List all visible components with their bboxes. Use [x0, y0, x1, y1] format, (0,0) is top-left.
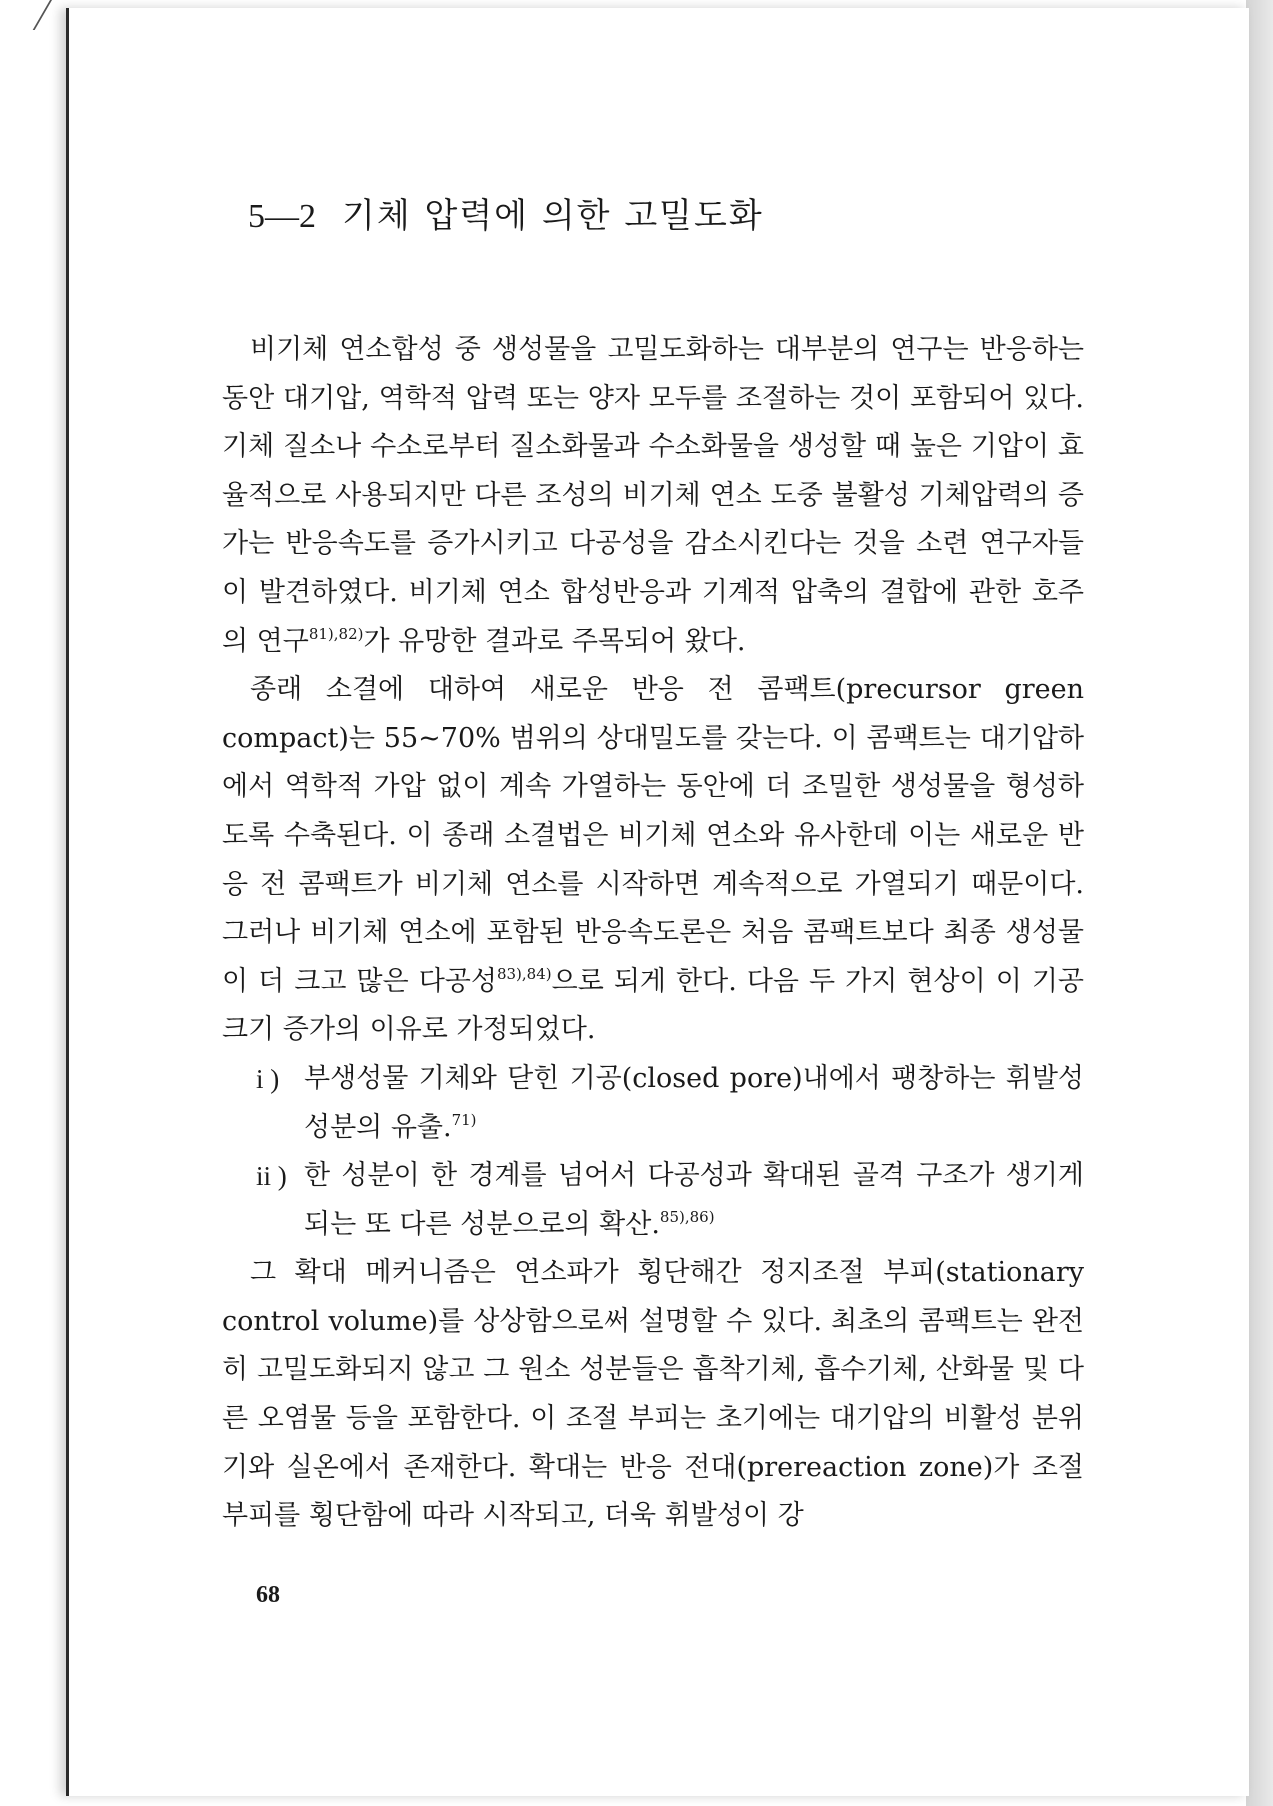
page-number: 68 [256, 1582, 280, 1608]
reference-83-84: 83),84) [496, 964, 552, 983]
paragraph-1-text: 비기체 연소합성 중 생성물을 고밀도화하는 대부분의 연구는 반응하는 동안 대기압, 역학적 압력 또는 양자 모두를 조절하는 것이 포함되어 있다. 기체 질소나 수소로부터 질소화물과 수소화물을 생성할 때 높은 기압이 효율적으로 사용되지만 다른 조성의 비기체 연소 도중 불활성 기체압력의 증가는 반응속도를 증가시키고 다공성을 감소시킨다는 것을 소련 연구자들이 발견하였다. 비기체 연소 합성반응과 기계적 압축의 결합에 관한 호주의 연구 [222, 334, 1084, 657]
list-marker-2: ii ) [256, 1161, 287, 1192]
paragraph-2 [222, 666, 1084, 1055]
body-text [222, 326, 1084, 1541]
paragraph-2-end: 으로 되게 한다. 다음 두 가지 현상이 이 기공 크기 증가의 이유로 가정되었다. [222, 965, 1084, 1046]
section-number: 5—2 [248, 198, 316, 235]
reference-71: 71) [451, 1110, 477, 1129]
list-marker-1: i ) [256, 1063, 280, 1094]
reference-85-86: 85),86) [659, 1207, 715, 1226]
reference-81-82: 81),82) [308, 624, 364, 643]
paragraph-3 [222, 1249, 1084, 1541]
page-right-shadow [1246, 0, 1273, 1806]
paragraph-1-end: 가 유망한 결과로 주목되어 왔다. [363, 625, 746, 657]
section-title: 기체 압력에 의한 고밀도화 [342, 196, 764, 236]
list-item-2-text: 한 성분이 한 경계를 넘어서 다공성과 확대된 골격 구조가 생기게 되는 또 다른 성분으로의 확산. [304, 1160, 1084, 1240]
section-heading [248, 188, 764, 237]
paragraph-1 [222, 326, 1084, 666]
list-item-1 [222, 1055, 1084, 1152]
paragraph-3-text: 그 확대 메커니즘은 연소파가 횡단해간 정지조절 부피(stationary control volume)를 상상함으로써 설명할 수 있다. 최초의 콤팩트는 완전히 고밀도화되지 않고 그 원소 성분들은 흡착기체, 흡수기체, 산화물 및 다른 오염물 등을 포함한다. 이 조절 부피는 초기에는 대기압의 비활성 분위기와 실온에서 존재한다. 확대는 반응 전대(prereaction zone)가 조절 부피를 횡단함에 따라 시작되고, 더욱 휘발성이 강 [222, 1257, 1084, 1532]
list-item-2 [222, 1152, 1084, 1249]
paragraph-2-text: 종래 소결에 대하여 새로운 반응 전 콤팩트(precursor green compact)는 55~70% 범위의 상대밀도를 갖는다. 이 콤팩트는 대기압하에서 역학적 가압 없이 계속 가열하는 동안에 더 조밀한 생성물을 형성하도록 수축된다. 이 종래 소결법은 비기체 연소와 유사한데 이는 새로운 반응 전 콤팩트가 비기체 연소를 시작하면 계속적으로 가열되기 때문이다. 그러나 비기체 연소에 포함된 반응속도론은 처음 콤팩트보다 최종 생성물이 더 크고 많은 다공성 [222, 674, 1084, 997]
list-item-1-text: 부생성물 기체와 닫힌 기공(closed pore)내에서 팽창하는 휘발성 성분의 유출. [304, 1062, 1084, 1143]
